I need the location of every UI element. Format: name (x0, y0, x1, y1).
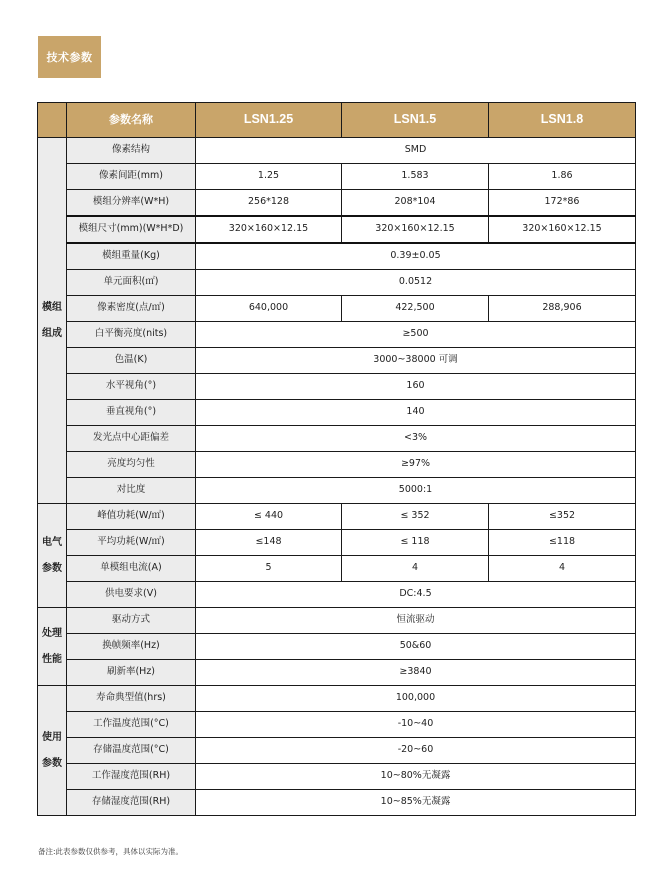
table-row (38, 582, 636, 608)
value-cell-model-3: 320×160×12.15 (489, 216, 636, 243)
spec-table-body (38, 138, 636, 816)
param-name-cell: 模组重量(Kg) (67, 243, 196, 270)
table-row (38, 374, 636, 400)
value-cell-merged: ≥97% (196, 452, 636, 478)
table-row (38, 608, 636, 634)
value-cell-merged: 160 (196, 374, 636, 400)
table-row (38, 686, 636, 712)
section-tag: 技术参数 (38, 36, 101, 78)
value-cell-model-3: 172*86 (489, 190, 636, 217)
table-header-row (38, 103, 636, 138)
value-cell-merged: <3% (196, 426, 636, 452)
value-cell-merged: ≥500 (196, 322, 636, 348)
param-name-cell: 存储湿度范围(RH) (67, 790, 196, 816)
param-name-cell: 像素密度(点/㎡) (67, 296, 196, 322)
table-row (38, 216, 636, 243)
param-name-cell: 平均功耗(W/㎡) (67, 530, 196, 556)
group-label-line: 性能 (42, 653, 62, 665)
group-label-line: 模组 (42, 301, 62, 313)
value-cell-merged: 10~80%无凝露 (196, 764, 636, 790)
param-name-cell: 供电要求(V) (67, 582, 196, 608)
value-cell-model-1: ≤148 (196, 530, 342, 556)
group-label-line: 组成 (42, 327, 62, 339)
param-name-cell: 对比度 (67, 478, 196, 504)
value-cell-model-2: 320×160×12.15 (342, 216, 489, 243)
table-row (38, 243, 636, 270)
footnote: 备注:此表参数仅供参考，具体以实际为准。 (38, 847, 184, 856)
value-cell-merged: DC:4.5 (196, 582, 636, 608)
table-row (38, 738, 636, 764)
table-row (38, 712, 636, 738)
value-cell-model-2: 1.583 (342, 164, 489, 190)
value-cell-merged: 0.0512 (196, 270, 636, 296)
value-cell-model-3: 1.86 (489, 164, 636, 190)
param-name-cell: 模组分辨率(W*H) (67, 190, 196, 217)
value-cell-model-2: 208*104 (342, 190, 489, 217)
value-cell-merged: 恒流驱动 (196, 608, 636, 634)
param-name-cell: 色温(K) (67, 348, 196, 374)
header-model-1: LSN1.25 (196, 103, 342, 138)
param-name-cell: 寿命典型值(hrs) (67, 686, 196, 712)
table-row (38, 190, 636, 217)
table-row (38, 270, 636, 296)
table-row (38, 296, 636, 322)
param-name-cell: 亮度均匀性 (67, 452, 196, 478)
value-cell-model-1: 1.25 (196, 164, 342, 190)
param-name-cell: 垂直视角(°) (67, 400, 196, 426)
header-model-2: LSN1.5 (342, 103, 489, 138)
header-param-name: 参数名称 (67, 103, 196, 138)
param-name-cell: 换帧频率(Hz) (67, 634, 196, 660)
param-name-cell: 工作温度范围(°C) (67, 712, 196, 738)
group-label (38, 608, 67, 686)
value-cell-model-3: ≤118 (489, 530, 636, 556)
param-name-cell: 像素结构 (67, 138, 196, 164)
value-cell-model-2: 422,500 (342, 296, 489, 322)
value-cell-model-1: 640,000 (196, 296, 342, 322)
value-cell-model-1: 256*128 (196, 190, 342, 217)
group-label-line: 处理 (42, 627, 62, 639)
value-cell-merged: 100,000 (196, 686, 636, 712)
group-label (38, 686, 67, 816)
param-name-cell: 单模组电流(A) (67, 556, 196, 582)
table-row (38, 138, 636, 164)
table-row (38, 322, 636, 348)
value-cell-merged: 5000:1 (196, 478, 636, 504)
group-label (38, 504, 67, 608)
table-row (38, 764, 636, 790)
table-row (38, 164, 636, 190)
value-cell-model-3: ≤352 (489, 504, 636, 530)
header-blank-cell (38, 103, 67, 138)
value-cell-model-2: ≤ 118 (342, 530, 489, 556)
value-cell-merged: -10~40 (196, 712, 636, 738)
value-cell-model-3: 288,906 (489, 296, 636, 322)
group-label (38, 138, 67, 504)
group-label-line: 电气 (42, 536, 62, 548)
value-cell-model-1: 5 (196, 556, 342, 582)
param-name-cell: 工作湿度范围(RH) (67, 764, 196, 790)
value-cell-merged: 140 (196, 400, 636, 426)
param-name-cell: 白平衡亮度(nits) (67, 322, 196, 348)
table-row (38, 478, 636, 504)
value-cell-model-2: ≤ 352 (342, 504, 489, 530)
value-cell-merged: SMD (196, 138, 636, 164)
value-cell-merged: 3000~38000 可调 (196, 348, 636, 374)
table-row (38, 400, 636, 426)
param-name-cell: 存储温度范围(°C) (67, 738, 196, 764)
param-name-cell: 刷新率(Hz) (67, 660, 196, 686)
param-name-cell: 水平视角(°) (67, 374, 196, 400)
param-name-cell: 模组尺寸(mm)(W*H*D) (67, 216, 196, 243)
value-cell-model-2: 4 (342, 556, 489, 582)
param-name-cell: 单元面积(㎡) (67, 270, 196, 296)
header-model-3: LSN1.8 (489, 103, 636, 138)
value-cell-model-1: ≤ 440 (196, 504, 342, 530)
table-row (38, 426, 636, 452)
value-cell-merged: ≥3840 (196, 660, 636, 686)
param-name-cell: 发光点中心距偏差 (67, 426, 196, 452)
value-cell-model-3: 4 (489, 556, 636, 582)
table-row (38, 790, 636, 816)
table-row (38, 634, 636, 660)
value-cell-model-1: 320×160×12.15 (196, 216, 342, 243)
spec-table (37, 102, 636, 816)
param-name-cell: 像素间距(mm) (67, 164, 196, 190)
table-row (38, 348, 636, 374)
group-label-line: 参数 (42, 562, 62, 574)
param-name-cell: 驱动方式 (67, 608, 196, 634)
param-name-cell: 峰值功耗(W/㎡) (67, 504, 196, 530)
value-cell-merged: 0.39±0.05 (196, 243, 636, 270)
table-row (38, 556, 636, 582)
group-label-line: 使用 (42, 731, 62, 743)
table-row (38, 530, 636, 556)
table-row (38, 452, 636, 478)
group-label-line: 参数 (42, 757, 62, 769)
value-cell-merged: -20~60 (196, 738, 636, 764)
table-row (38, 504, 636, 530)
value-cell-merged: 10~85%无凝露 (196, 790, 636, 816)
table-row (38, 660, 636, 686)
value-cell-merged: 50&60 (196, 634, 636, 660)
